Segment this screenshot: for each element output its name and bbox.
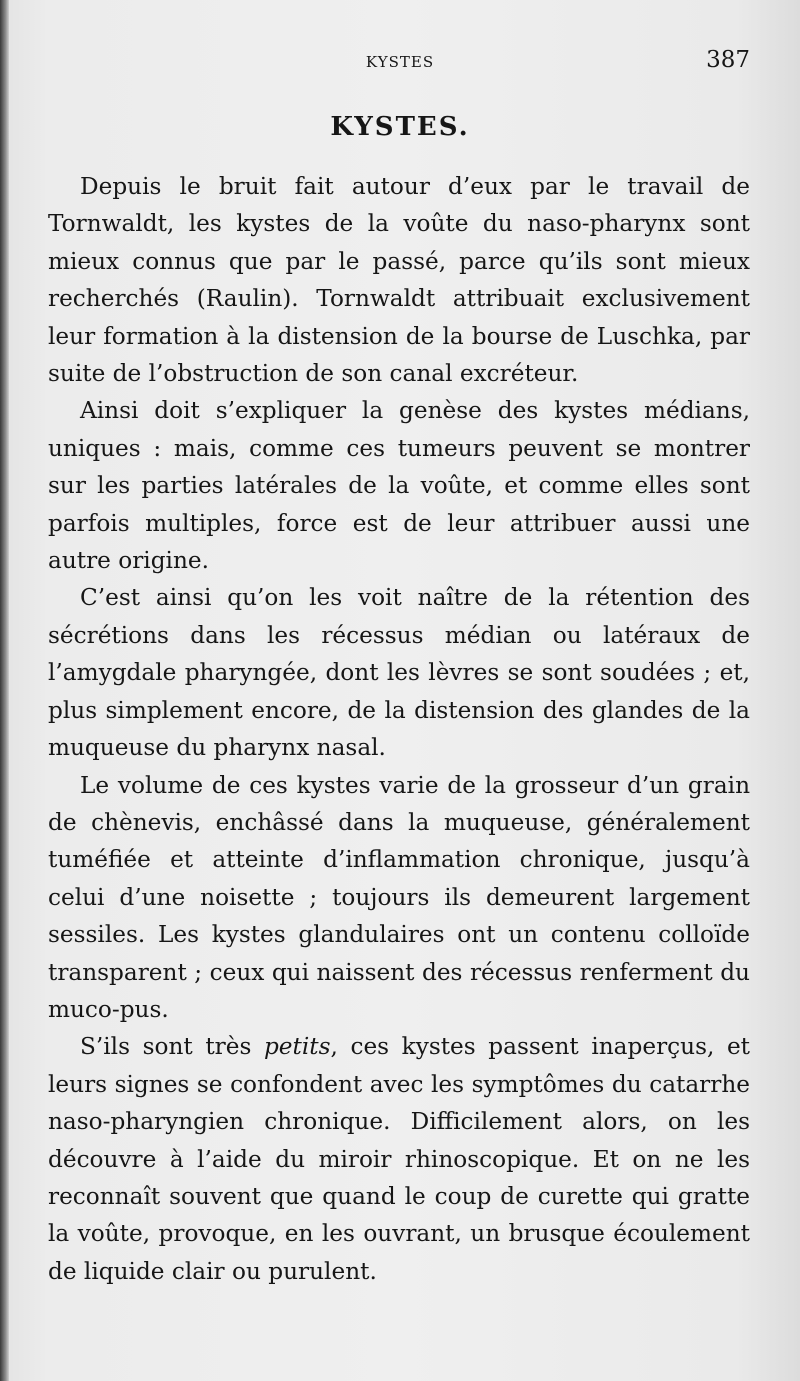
paragraph-5 (48, 1028, 750, 1290)
running-head (0, 47, 800, 74)
paragraph-5-text-after: , ces kystes passent inaperçus, et leurs signes se confondent avec les symptômes du catarrhe naso-pharyngien chronique. Difficilement alors, on les découvre à l’aide du miroir rhinoscopique. Et on ne les reconnaît souvent que quand le coup de curette qui gratte la voûte, provoque, en les ouvrant, un brusque écoulement de liquide clair ou purulent. (48, 1033, 750, 1285)
paragraph-5-emphasis: petits (263, 1033, 331, 1061)
paragraph-4: Le volume de ces kystes varie de la grosseur d’un grain de chènevis, enchâssé dans la muqueuse, généralement tuméfiée et atteinte d’inflammation chronique, jusqu’à celui d’une noisette ; toujours ils demeurent largement sessiles. Les kystes glandulaires ont un contenu colloïde transparent ; ceux qui naissent des récessus renferment du muco-pus. (48, 771, 750, 1023)
running-title: KYSTES (365, 53, 435, 71)
page-binding-shadow (0, 0, 9, 1381)
paragraph-2: Ainsi doit s’expliquer la genèse des kystes médians, uniques : mais, comme ces tumeurs peuvent se montrer sur les parties latérales de la voûte, et comme elles sont parfois multiples, force est de leur attribuer aussi une autre origine. (48, 397, 750, 575)
section-heading: KYSTES. (330, 112, 470, 142)
page-number: 387 (706, 47, 750, 73)
paragraph-3: C’est ainsi qu’on les voit naître de la rétention des sécrétions dans les récessus médian ou latéraux de l’amygdale pharyngée, dont les lèvres se sont soudées ; et, plus simplement encore, de la distension des glandes de la muqueuse du pharynx nasal. (48, 584, 750, 762)
body-text (48, 168, 750, 1290)
paragraph-5-text-before: S’ils sont très (80, 1033, 264, 1061)
paragraph-1: Depuis le bruit fait autour d’eux par le travail de Tornwaldt, les kystes de la voûte du naso-pharynx sont mieux connus que par le passé, parce qu’ils sont mieux recherchés (Raulin). Tornwaldt attribuait exclusivement leur formation à la distension de la bourse de Luschka, par suite de l’obstruction de son canal excréteur. (48, 173, 750, 388)
